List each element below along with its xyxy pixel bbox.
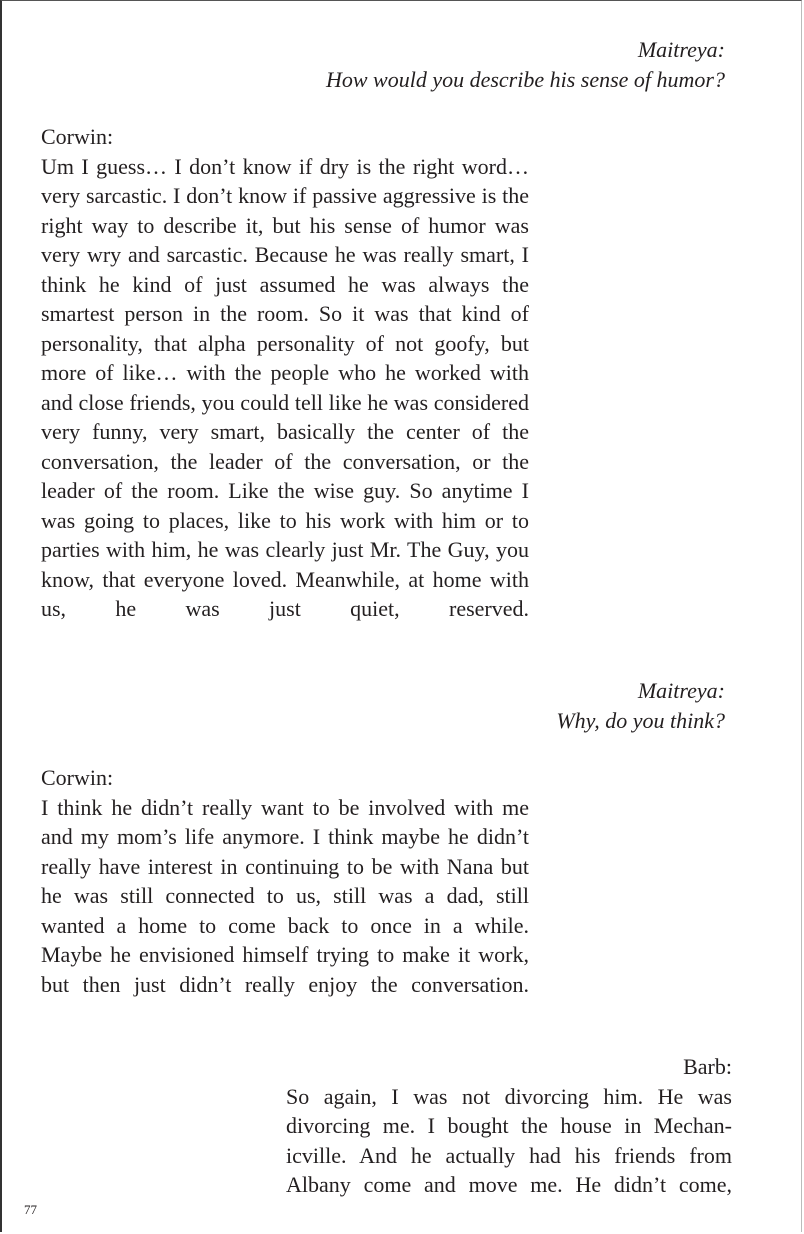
interview-answer xyxy=(41,763,529,999)
question-text: How would you describe his sense of humor? xyxy=(325,66,725,92)
speaker-label: Corwin: xyxy=(41,765,114,790)
answer-text: So again, I was not divorcing him. He was divorcing me. I bought the house in Mechanicville. And he actually had his friends from Albany come and move me. He didn’t come, xyxy=(286,1083,732,1197)
speaker-label: Maitreya: xyxy=(637,678,725,703)
speaker-label: Maitreya: xyxy=(637,37,725,62)
question-text: Why, do you think? xyxy=(556,707,725,733)
answer-text: Um I guess… I don’t know if dry is the right word… very sarcastic. I don’t know if passive aggressive is the right way to describe it, but his sense of humor was very wry and sarcastic. Because he was really smart, I think he kind of just assumed he was always the smartest person in the room. So it was that kind of personality, that alpha personality of not goofy, but more of like… with the people who he worked with and close friends, you could tell like he was considered very funny, very smart, basically the center of the conversation, the leader of the conversation, or the leader of the room. Like the wise guy. So anytime I was going to places, like to his work with him or to parties with him, he was clearly just Mr. The Guy, you know, that everyone loved. Meanwhile, at home with us, he was just quiet, reserved. xyxy=(41,153,529,621)
interview-answer xyxy=(41,122,529,624)
interview-question xyxy=(365,676,725,735)
interview-question xyxy=(165,35,725,94)
speaker-label: Barb: xyxy=(683,1054,732,1079)
speaker-label: Corwin: xyxy=(41,124,114,149)
page-number: 77 xyxy=(24,1202,37,1217)
interview-answer xyxy=(286,1052,732,1200)
answer-text: I think he didn’t really want to be involved with me and my mom’s life anymore. I think maybe he didn’t really have interest in continuing to be with Nana but he was still connected to us, still was a dad, still wanted a home to come back to once in a while. Maybe he envisioned himself trying to make it work, but then just didn’t really enjoy the conversation. xyxy=(41,794,529,997)
